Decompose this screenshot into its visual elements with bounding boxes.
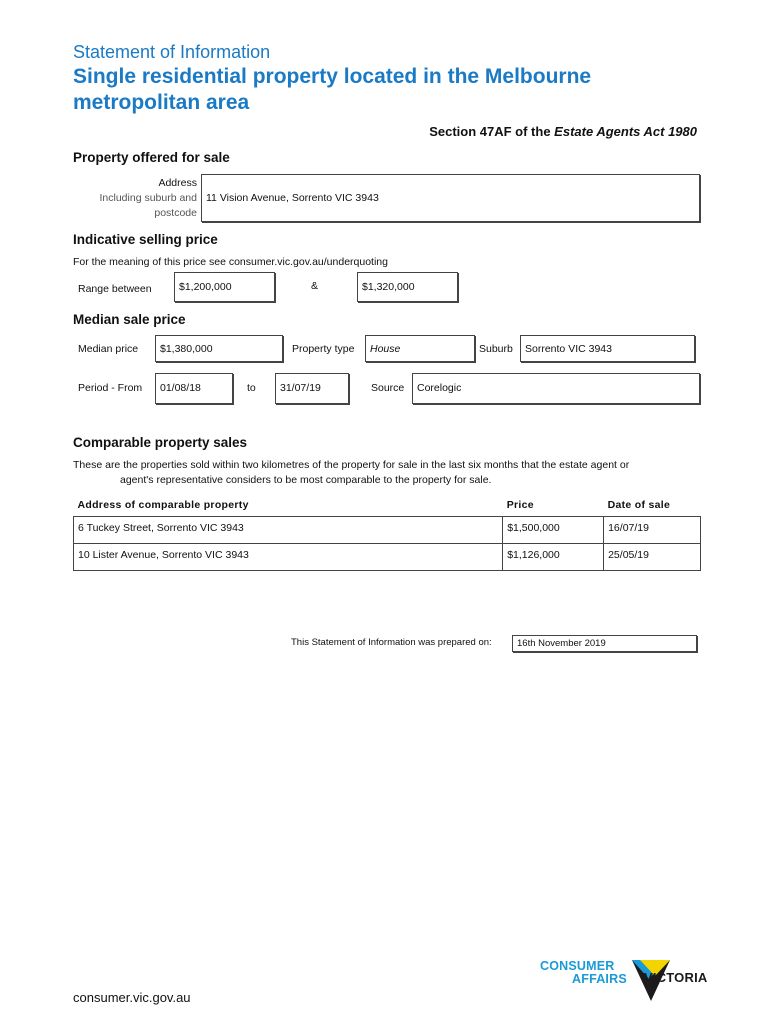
median-price-label: Median price	[78, 343, 139, 355]
range-separator: &	[311, 280, 319, 292]
column-header-date: Date of sale	[607, 499, 671, 511]
prepared-date-field[interactable]	[512, 635, 697, 652]
range-low-field[interactable]	[174, 272, 275, 302]
address-label-line2: Including suburb and	[99, 192, 197, 204]
address-value: 11 Vision Avenue, Sorrento VIC 3943	[206, 192, 379, 204]
table-row	[74, 544, 701, 571]
column-header-address: Address of comparable property	[77, 499, 249, 511]
comparable-date-cell[interactable]: 16/07/19	[604, 517, 701, 544]
period-from-value: 01/08/18	[160, 382, 201, 394]
source-field[interactable]	[412, 373, 700, 404]
prepared-label: This Statement of Information was prepared on:	[291, 637, 492, 648]
section-reference-prefix: Section 47AF of the	[429, 124, 555, 139]
underquoting-note: For the meaning of this price see consumer.vic.gov.au/underquoting	[73, 256, 388, 268]
comparable-address-cell[interactable]: 6 Tuckey Street, Sorrento VIC 3943	[74, 517, 503, 544]
comparable-note-line1: These are the properties sold within two kilometres of the property for sale in the last six months that the estate agent or	[73, 459, 630, 471]
comparable-note-line2: agent's representative considers to be most comparable to the property for sale.	[120, 474, 492, 486]
prepared-date-value: 16th November 2019	[517, 638, 606, 649]
range-high-field[interactable]	[357, 272, 458, 302]
comparable-date-cell[interactable]: 25/05/19	[604, 544, 701, 571]
median-price-value: $1,380,000	[160, 343, 213, 355]
range-low-value: $1,200,000	[179, 281, 232, 293]
table-header-row	[74, 499, 701, 517]
comparable-note	[73, 458, 713, 488]
property-type-value: House	[370, 343, 401, 355]
property-type-label: Property type	[292, 343, 355, 355]
property-heading: Property offered for sale	[73, 150, 230, 165]
consumer-affairs-victoria-logo	[540, 955, 715, 1005]
address-label-line1: Address	[158, 177, 197, 189]
table-row	[74, 517, 701, 544]
comparable-address-cell[interactable]: 10 Lister Avenue, Sorrento VIC 3943	[74, 544, 503, 571]
period-from-field[interactable]	[155, 373, 233, 404]
property-type-field[interactable]	[365, 335, 475, 362]
comparable-price-cell[interactable]: $1,500,000	[503, 517, 604, 544]
indicative-heading: Indicative selling price	[73, 232, 218, 247]
column-header-price: Price	[506, 499, 534, 511]
comparable-sales-table	[73, 499, 701, 571]
logo-text-victoria: VICTORIA	[644, 970, 708, 985]
source-label: Source	[371, 382, 405, 394]
suburb-value: Sorrento VIC 3943	[525, 343, 612, 355]
logo-text-affairs: AFFAIRS	[572, 972, 627, 986]
median-heading: Median sale price	[73, 312, 186, 327]
act-name: Estate Agents Act 1980	[554, 124, 697, 139]
comparable-heading: Comparable property sales	[73, 435, 248, 450]
source-value: Corelogic	[417, 382, 462, 394]
median-price-field[interactable]	[155, 335, 283, 362]
suburb-field[interactable]	[520, 335, 695, 362]
address-field[interactable]	[201, 174, 700, 222]
comparable-price-cell[interactable]: $1,126,000	[503, 544, 604, 571]
logo-text-consumer: CONSUMER	[540, 959, 615, 973]
range-high-value: $1,320,000	[362, 281, 415, 293]
section-reference	[429, 124, 697, 139]
suburb-label: Suburb	[479, 343, 513, 355]
address-label-line3: postcode	[154, 207, 197, 219]
period-from-label: Period - From	[78, 382, 143, 394]
document-subtitle: Statement of Information	[73, 42, 271, 62]
document-title: Single residential property located in the Melbourne metropolitan area	[73, 65, 592, 114]
footer-url[interactable]: consumer.vic.gov.au	[73, 990, 191, 1005]
period-to-value: 31/07/19	[280, 382, 321, 394]
period-to-label: to	[247, 382, 256, 394]
address-label	[70, 176, 197, 221]
range-label: Range between	[78, 283, 152, 295]
period-to-field[interactable]	[275, 373, 349, 404]
